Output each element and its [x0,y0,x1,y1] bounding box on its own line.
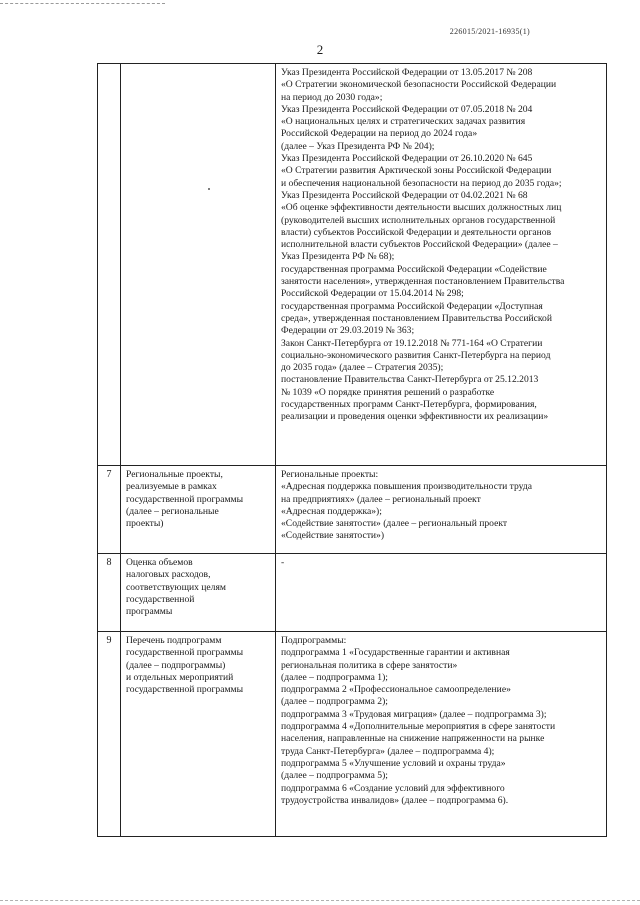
table-row [98,64,607,466]
row-value-line: на предприятиях» (далее – региональный проект [281,493,481,505]
table-row [98,466,607,554]
row-value-line: государственная программа Российской Федерации «Содействие [281,263,547,275]
row-value-cell [276,632,607,837]
row-value-line: занятости населения», утвержденная постановлением Правительства [281,276,565,288]
bottom-scan-rule [0,900,640,901]
row-label-cell [121,554,276,632]
row-value-line: «Адресная поддержка»); [281,505,382,517]
row-value-line: исполнительной власти субъектов Российской Федерации» (далее – [281,239,558,251]
row-label-line: государственной программы [126,647,244,659]
row-value-line: (далее – подпрограмма 2); [281,696,388,708]
row-value-line: Российской Федерации на период до 2024 года» [281,128,478,140]
row-label-line: Перечень подпрограмм [126,635,222,646]
row-value-line: Федерации от 29.03.2019 № 363; [281,325,415,337]
row-value-line: «О национальных целях и стратегических задачах развития [281,116,526,128]
row-value-line: Указ Президента РФ № 68); [281,251,395,263]
row-value-line: региональная политика в сфере занятости» [281,659,458,671]
row-value-line: (далее – подпрограмма 1); [281,671,388,683]
row-value-line: государственная программа Российской Федерации «Доступная [281,300,543,312]
row-label-line: Оценка объемов [126,557,193,568]
row-value-line: трудоустройства инвалидов» (далее – подпрограмма 6). [281,794,509,806]
row-value-line: подпрограмма 2 «Профессиональное самоопределение» [281,684,511,696]
row-value-line: Закон Санкт-Петербурга от 19.12.2018 № 771-164 «О Стратегии [281,337,543,349]
row-value-line: «О Стратегии экономической безопасности Российской Федерации [281,79,557,91]
row-value-line: «Об оценке эффективности деятельности высших должностных лиц [281,202,562,214]
row-label-line: государственной программы [126,684,244,696]
row-number-cell: 7 [98,466,121,554]
row-value-line: Российской Федерации от 15.04.2014 № 298; [281,288,464,300]
table-row [98,554,607,632]
row-value-line: № 1039 «О порядке принятия решений о разработке [281,386,495,398]
row-value-line: труда Санкт-Петербурга» (далее – подпрограмма 4); [281,745,495,757]
row-value-cell [276,64,607,466]
row-number-cell [98,64,121,466]
top-scan-rule [0,3,165,4]
row-value-line: подпрограмма 3 «Трудовая миграция» (далее – подпрограмма 3); [281,708,547,720]
table-row [98,632,607,837]
row-value-line: Указ Президента Российской Федерации от 26.10.2020 № 645 [281,153,533,165]
row-value-line: и обеспечения национальной безопасности на период до 2035 года»; [281,177,562,189]
row-value-cell [276,466,607,554]
page-number: 2 [316,42,324,57]
row-value-line: (далее – подпрограмма 5); [281,770,388,782]
row-value-line: государственных программ Санкт-Петербурга, формирования, [281,399,537,411]
document-code: 226015/2021-16935(1) [449,27,530,36]
row-number-cell: 9 [98,632,121,837]
scan-speck [208,188,210,190]
row-label-cell [121,64,276,466]
row-value-line: среда», утвержденная постановлением Правительства Российской [281,312,552,324]
row-label-line: проекты) [126,518,164,530]
row-value-line: власти) субъектов Российской Федерации и деятельности органов [281,226,552,238]
row-value-line: Региональные проекты: [281,469,379,480]
row-value-line: - [281,557,285,568]
row-value-line: подпрограмма 1 «Государственные гарантии и активная [281,647,510,659]
row-label-line: государственной [126,593,195,605]
row-label-line: государственной программы [126,493,244,505]
row-value-line: на период до 2030 года»; [281,91,383,103]
row-value-line: реализации и проведения оценки эффективности их реализации» [281,411,549,423]
row-label-line: реализуемые в рамках [126,481,217,493]
row-value-line: (руководителей высших исполнительных органов государственной [281,214,556,226]
row-value-line: подпрограмма 4 «Дополнительные мероприятия в сфере занятости [281,721,556,733]
row-value-line: подпрограмма 5 «Улучшение условий и охраны труда» [281,757,506,769]
row-value-line: подпрограмма 6 «Создание условий для эффективного [281,782,505,794]
row-value-line: Указ Президента Российской Федерации от 04.02.2021 № 68 [281,189,528,201]
row-value-line: Подпрограммы: [281,635,347,646]
row-label-line: (далее – подпрограммы) [126,659,226,671]
row-value-line: «Содействие занятости») [281,530,385,542]
row-value-line: социально-экономического развития Санкт-Петербурга на период [281,349,551,361]
row-number-cell: 8 [98,554,121,632]
row-label-line: соответствующих целям [126,581,226,593]
row-value-cell [276,554,607,632]
row-value-line: (далее – Указ Президента РФ № 204); [281,140,435,152]
row-label-line: программы [126,606,173,618]
row-label-line: налоговых расходов, [126,569,211,581]
row-value-line: Указ Президента Российской Федерации от 13.05.2017 № 208 [281,67,533,78]
row-label-cell [121,632,276,837]
row-label-line: и отдельных мероприятий [126,671,234,683]
row-label-cell [121,466,276,554]
row-value-line: населения, направленные на снижение напряженности на рынке [281,733,545,745]
row-value-line: постановление Правительства Санкт-Петербурга от 25.12.2013 [281,374,539,386]
row-value-line: Указ Президента Российской Федерации от 07.05.2018 № 204 [281,103,533,115]
row-label-line: (далее – региональные [126,505,219,517]
row-value-line: «Содействие занятости» (далее – региональный проект [281,518,508,530]
row-value-line: до 2035 года» (далее – Стратегия 2035); [281,362,444,374]
row-value-line: «Адресная поддержка повышения производительности труда [281,481,532,493]
row-label-line: Региональные проекты, [126,469,223,480]
row-value-line: «О Стратегии развития Арктической зоны Российской Федерации [281,165,552,177]
passport-table [97,63,607,837]
